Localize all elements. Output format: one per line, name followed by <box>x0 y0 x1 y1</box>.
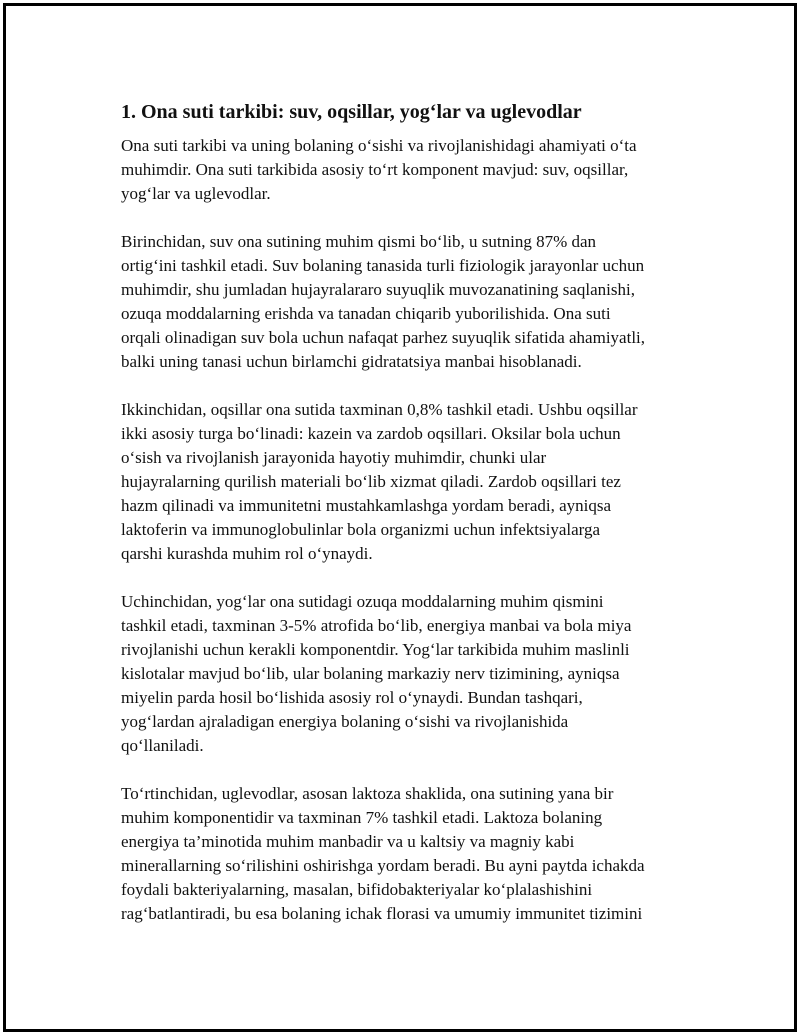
text-line: laktoferin va immunoglobulinlar bola organizmi uchun infektsiyalarga <box>121 520 601 539</box>
text-line: ikki asosiy turga bo‘linadi: kazein va zardob oqsillari. Oksilar bola uchun <box>121 424 621 443</box>
page-frame <box>3 3 797 1032</box>
text-line: To‘rtinchidan, uglevodlar, asosan laktoza shaklida, ona sutining yana bir <box>121 784 614 803</box>
text-line: orqali olinadigan suv bola uchun nafaqat parhez suyuqlik sifatida ahamiyatli, <box>121 328 646 347</box>
text-line: hujayralarning qurilish materiali bo‘lib xizmat qiladi. Zardob oqsillari tez <box>121 472 621 491</box>
text-line: energiya ta’minotida muhim manbadir va u kaltsiy va magniy kabi <box>121 832 575 851</box>
text-line: qo‘llaniladi. <box>121 736 204 755</box>
text-line: Ona suti tarkibi va uning bolaning o‘sishi va rivojlanishidagi ahamiyati o‘ta <box>121 136 637 155</box>
text-line: muhimdir. Ona suti tarkibida asosiy to‘rt komponent mavjud: suv, oqsillar, <box>121 160 629 179</box>
text-line: Uchinchidan, yog‘lar ona sutidagi ozuqa moddalarning muhim qismini <box>121 592 604 611</box>
document-body <box>121 100 695 950</box>
text-line: kislotalar mavjud bo‘lib, ular bolaning markaziy nerv tizimining, ayniqsa <box>121 664 620 683</box>
text-line: foydali bakteriyalarning, masalan, bifidobakteriyalar ko‘plalashishini <box>121 880 593 899</box>
text-line: tashkil etadi, taxminan 3-5% atrofida bo‘lib, energiya manbai va bola miya <box>121 616 632 635</box>
text-line: o‘sish va rivojlanish jarayonida hayotiy muhimdir, chunki ular <box>121 448 547 467</box>
text-line: Ikkinchidan, oqsillar ona sutida taxminan 0,8% tashkil etadi. Ushbu oqsillar <box>121 400 638 419</box>
text-line: miyelin parda hosil bo‘lishida asosiy rol o‘ynaydi. Bundan tashqari, <box>121 688 583 707</box>
text-line: minerallarning so‘rilishini oshirishga yordam beradi. Bu ayni paytda ichakda <box>121 856 645 875</box>
section-heading: 1. Ona suti tarkibi: suv, oqsillar, yog‘lar va uglevodlar <box>121 101 582 123</box>
text-line: ozuqa moddalarning erishda va tanadan chiqarib yuborilishida. Ona suti <box>121 304 611 323</box>
text-line: yog‘lardan ajraladigan energiya bolaning o‘sishi va rivojlanishida <box>121 712 569 731</box>
text-line: ortig‘ini tashkil etadi. Suv bolaning tanasida turli fiziologik jarayonlar uchun <box>121 256 645 275</box>
text-line: muhim komponentidir va taxminan 7% tashkil etadi. Laktoza bolaning <box>121 808 603 827</box>
text-line: yog‘lar va uglevodlar. <box>121 184 271 203</box>
paragraph-fats <box>121 590 695 758</box>
text-line: balki uning tanasi uchun birlamchi gidratatsiya manbai hisoblanadi. <box>121 352 582 371</box>
text-line: qarshi kurashda muhim rol o‘ynaydi. <box>121 544 373 563</box>
text-line: rag‘batlantiradi, bu esa bolaning ichak florasi va umumiy immunitet tizimini <box>121 904 643 923</box>
paragraph-carbohydrates <box>121 782 695 926</box>
text-line: Birinchidan, suv ona sutining muhim qismi bo‘lib, u sutning 87% dan <box>121 232 597 251</box>
text-line: muhimdir, shu jumladan hujayralararo suyuqlik muvozanatining saqlanishi, <box>121 280 635 299</box>
paragraph-water <box>121 230 695 374</box>
text-line: rivojlanishi uchun kerakli komponentdir. Yog‘lar tarkibida muhim maslinli <box>121 640 630 659</box>
paragraph-intro <box>121 134 695 206</box>
paragraph-proteins <box>121 398 695 566</box>
text-line: hazm qilinadi va immunitetni mustahkamlashga yordam beradi, ayniqsa <box>121 496 612 515</box>
